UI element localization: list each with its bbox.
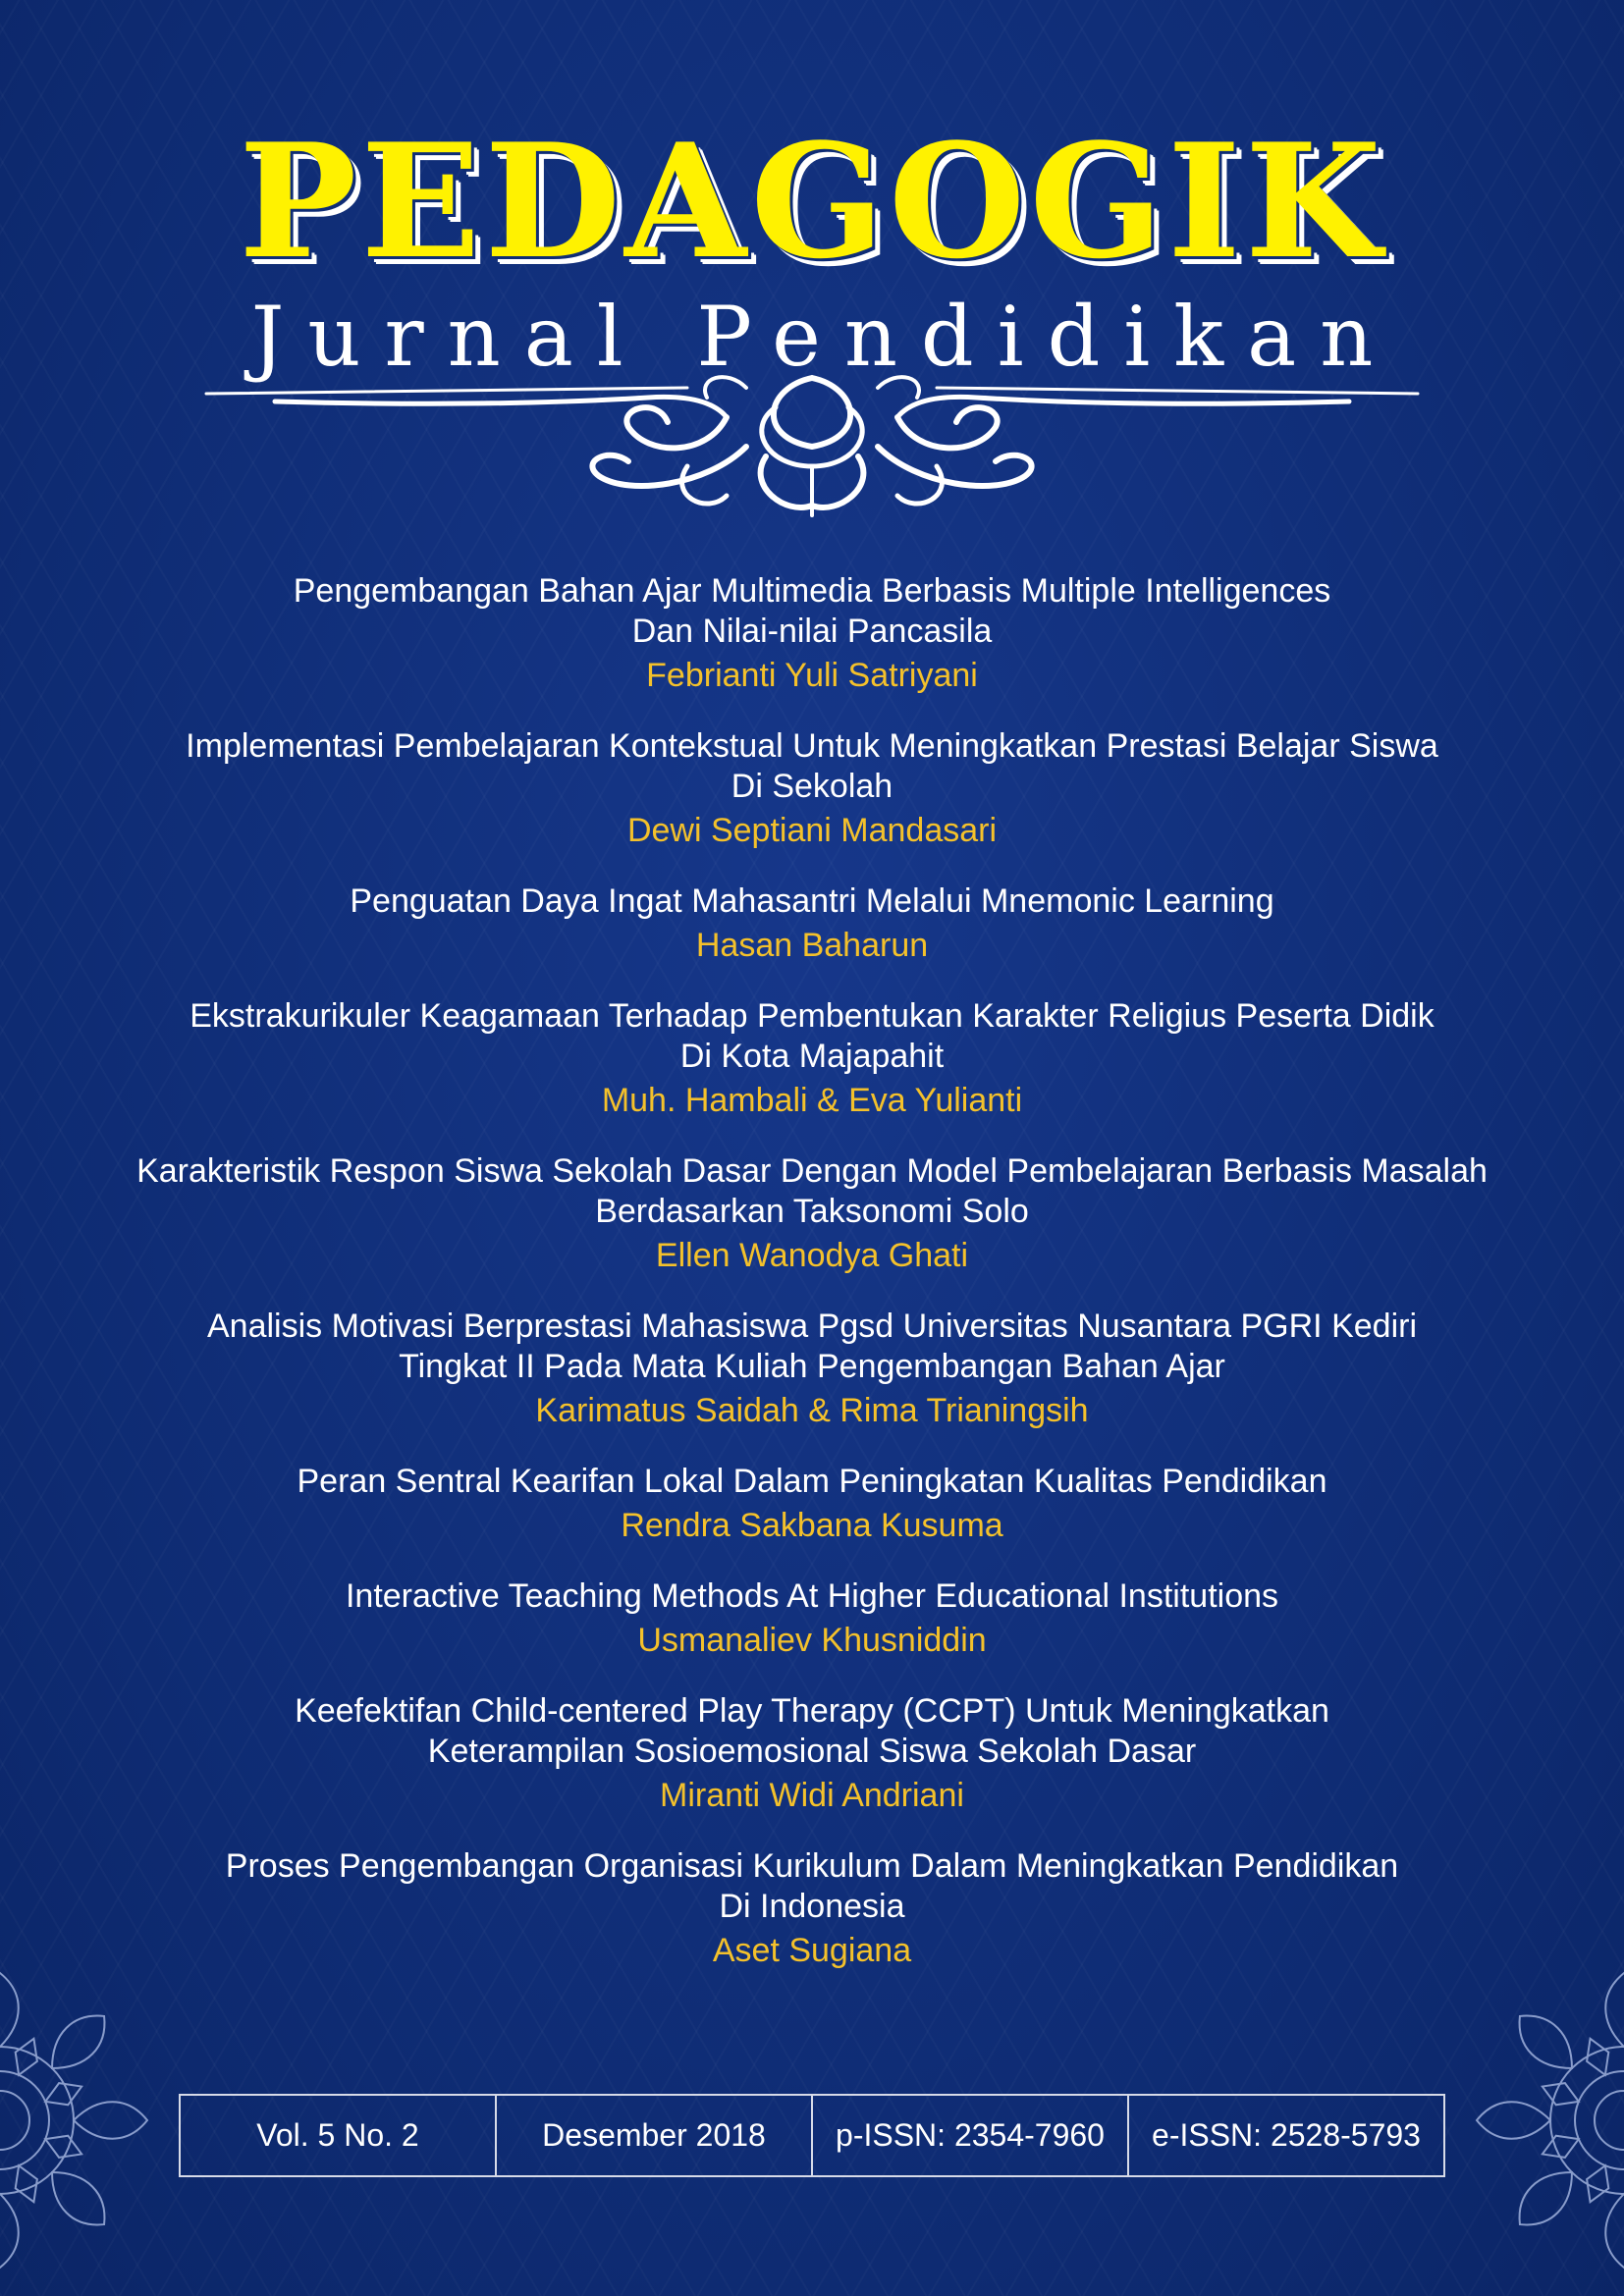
article-title: Analisis Motivasi Berprestasi Mahasiswa Pgsd Universitas Nusantara PGRI Kediri Tingkat II Pada Mata Kuliah Pengembangan Bahan Ajar <box>206 1308 1418 1385</box>
article-title: Implementasi Pembelajaran Kontekstual Untuk Meningkatkan Prestasi Belajar Siswa Di Sekolah <box>186 727 1438 805</box>
journal-title: PEDAGOGIK <box>239 109 1385 294</box>
mandala-ornament-icon <box>0 1963 157 2277</box>
article-item <box>59 996 1565 1122</box>
article-title: Pengembangan Bahan Ajar Multimedia Berbasis Multiple Intelligences Dan Nilai-nilai Pancasila <box>293 572 1331 650</box>
print-issn: p-ISSN: 2354-7960 <box>813 2096 1129 2175</box>
article-author: Karimatus Saidah & Rima Trianingsih <box>535 1392 1089 1429</box>
publication-info-bar <box>179 2094 1445 2177</box>
article-author: Miranti Widi Andriani <box>660 1777 964 1814</box>
article-item <box>59 726 1565 852</box>
article-item <box>59 571 1565 697</box>
article-author: Dewi Septiani Mandasari <box>626 812 998 849</box>
article-author: Hasan Baharun <box>695 927 929 964</box>
flourish-ornament-icon <box>196 368 1428 525</box>
article-author: Usmanaliev Khusniddin <box>637 1622 987 1659</box>
article-title: Proses Pengembangan Organisasi Kurikulum Dalam Meningkatkan Pendidikan Di Indonesia <box>225 1847 1399 1925</box>
publication-date: Desember 2018 <box>497 2096 813 2175</box>
article-title: Interactive Teaching Methods At Higher Educational Institutions <box>345 1577 1279 1615</box>
article-title: Penguatan Daya Ingat Mahasantri Melalui Mnemonic Learning <box>350 882 1274 920</box>
article-title: Ekstrakurikuler Keagamaan Terhadap Pembentukan Karakter Religius Peserta Didik Di Kota Majapahit <box>189 997 1435 1075</box>
table-of-contents <box>59 571 1565 2002</box>
article-item <box>59 1846 1565 1972</box>
mandala-ornament-icon <box>1467 1963 1624 2277</box>
article-title: Peran Sentral Kearifan Lokal Dalam Peningkatan Kualitas Pendidikan <box>297 1463 1327 1500</box>
article-author: Aset Sugiana <box>712 1932 912 1969</box>
article-item <box>59 1307 1565 1432</box>
article-author: Febrianti Yuli Satriyani <box>646 657 978 694</box>
article-title: Karakteristik Respon Siswa Sekolah Dasar Dengan Model Pembelajaran Berbasis Masalah Berdasarkan Taksonomi Solo <box>136 1152 1488 1230</box>
article-item <box>59 1691 1565 1817</box>
article-title: Keefektifan Child-centered Play Therapy (CCPT) Untuk Meningkatkan Keterampilan Sosioemosional Siswa Sekolah Dasar <box>295 1692 1329 1770</box>
masthead <box>0 109 1624 385</box>
journal-subtitle: Jurnal Pendidikan <box>250 289 1397 385</box>
article-author: Muh. Hambali & Eva Yulianti <box>601 1082 1023 1119</box>
article-author: Rendra Sakbana Kusuma <box>621 1507 1003 1544</box>
article-item <box>59 1576 1565 1662</box>
electronic-issn: e-ISSN: 2528-5793 <box>1152 2117 1421 2153</box>
article-item <box>59 881 1565 967</box>
volume-number: Vol. 5 No. 2 <box>181 2096 497 2175</box>
article-item <box>59 1151 1565 1277</box>
article-item <box>59 1462 1565 1547</box>
article-author: Ellen Wanodya Ghati <box>655 1237 969 1274</box>
